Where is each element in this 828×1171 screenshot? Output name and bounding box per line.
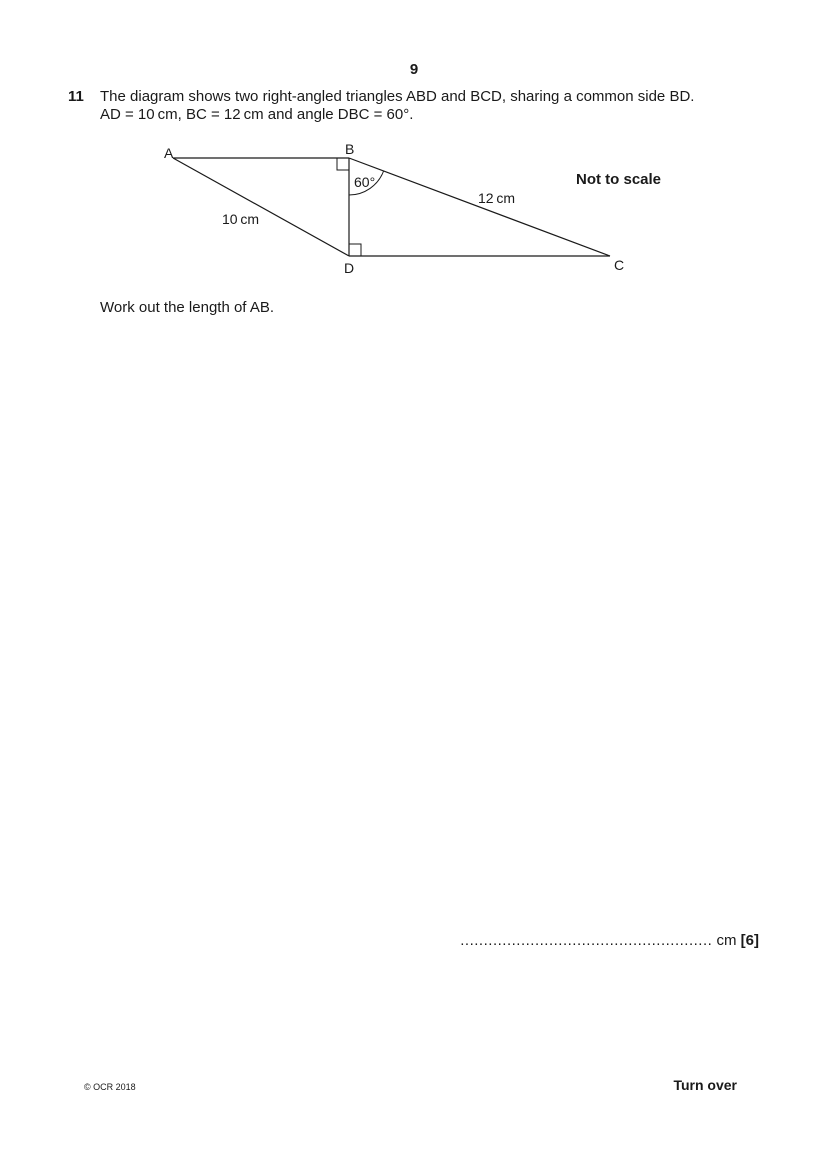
triangle-diagram <box>150 138 680 283</box>
answer-unit: cm <box>716 932 737 949</box>
question-text-line-2: AD = 10 cm, BC = 12 cm and angle DBC = 60°. <box>100 106 414 123</box>
copyright-notice: © OCR 2018 <box>84 1082 136 1092</box>
angle-label-dbc: 60° <box>354 174 376 190</box>
turn-over-text: Turn over <box>673 1077 737 1093</box>
page-number: 9 <box>409 61 419 78</box>
answer-line <box>460 932 759 949</box>
edge-ad <box>173 158 349 256</box>
edge-bc <box>349 158 610 256</box>
side-label-bc: 12 cm <box>478 190 516 206</box>
vertex-label-c: C <box>614 257 625 273</box>
not-to-scale-note: Not to scale <box>576 171 662 188</box>
marks-badge: [6] <box>740 932 759 949</box>
vertex-label-d: D <box>344 260 355 276</box>
vertex-label-b: B <box>345 141 355 157</box>
question-text-line-1: The diagram shows two right-angled triangles ABD and BCD, sharing a common side BD. <box>100 88 695 105</box>
answer-dots: ...................................................... <box>460 932 713 949</box>
vertex-label-a: A <box>164 145 174 161</box>
right-angle-marker-d <box>349 244 361 256</box>
question-instruction: Work out the length of AB. <box>100 299 274 316</box>
right-angle-marker-b <box>337 158 349 170</box>
side-label-ad: 10 cm <box>222 211 260 227</box>
question-number: 11 <box>68 88 84 105</box>
